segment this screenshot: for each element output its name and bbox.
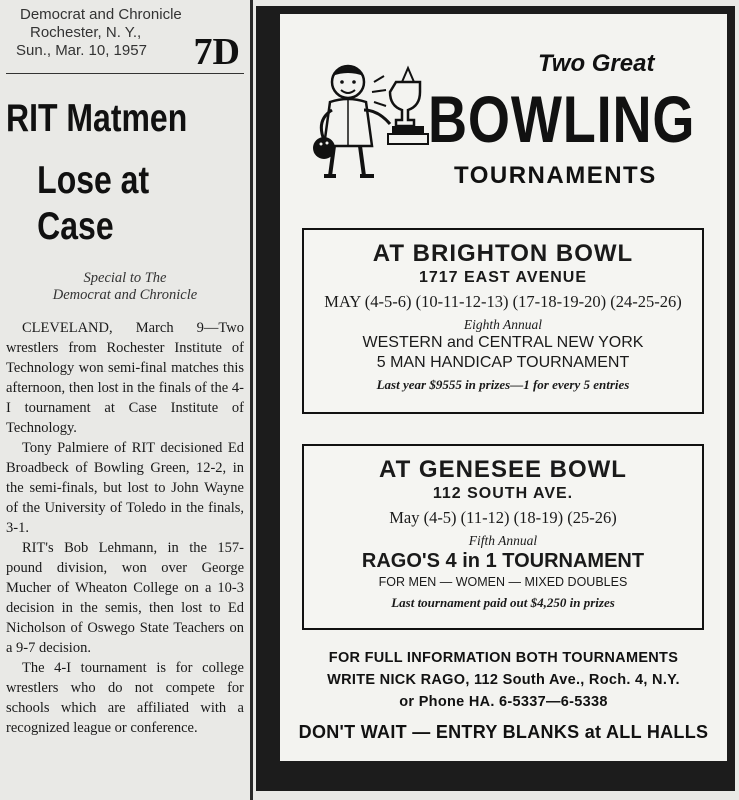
article-paragraph: RIT's Bob Lehmann, in the 157-pound division, won over George Mucher of Wheaton College on a 10-3 decision in the semis, then lost to Ed Nicholson of Oswego State Teachers on a 9-7 decision. xyxy=(6,540,244,656)
box-event-line-2: 5 MAN HANDICAP TOURNAMENT xyxy=(376,354,630,371)
genesee-bowl-box xyxy=(302,444,704,630)
box-title: AT GENESEE BOWL xyxy=(379,456,627,483)
info-line-3: or Phone HA. 6-5337—6-5338 xyxy=(399,694,608,710)
news-column xyxy=(0,0,250,800)
box-divisions: FOR MEN — WOMEN — MIXED DOUBLES xyxy=(378,575,628,589)
box-title: AT BRIGHTON BOWL xyxy=(372,240,634,267)
ad-panel xyxy=(280,14,727,761)
column-divider xyxy=(250,0,253,800)
info-line-1: FOR FULL INFORMATION BOTH TOURNAMENTS xyxy=(328,650,679,666)
box-annual: Fifth Annual xyxy=(468,533,538,548)
box-event-line-1: WESTERN and CENTRAL NEW YORK xyxy=(362,334,644,351)
box-address: 112 SOUTH AVE. xyxy=(432,485,574,502)
box-prize-note: Last tournament paid out $4,250 in prizes xyxy=(391,595,615,610)
bowling-advertisement xyxy=(256,6,735,791)
byline-line-2: Democrat and Chronicle xyxy=(52,287,198,303)
box-prize-note: Last year $9555 in prizes—1 for every 5 entries xyxy=(376,377,630,392)
headline-line-1: RIT Matmen xyxy=(6,97,188,140)
box-annual: Eighth Annual xyxy=(463,317,543,332)
box-address: 1717 EAST AVENUE xyxy=(418,269,588,286)
box-dates: May (4-5) (11-12) (18-19) (25-26) xyxy=(389,508,617,527)
article-body xyxy=(6,318,244,738)
paper-date: Sun., Mar. 10, 1957 xyxy=(16,42,147,59)
box-dates: MAY (4-5-6) (10-11-12-13) (17-18-19-20) (24-25-26) xyxy=(324,292,682,311)
call-to-action: DON'T WAIT — ENTRY BLANKS at ALL HALLS xyxy=(298,722,709,742)
info-line-2: WRITE NICK RAGO, 112 South Ave., Roch. 4, N.Y. xyxy=(327,672,680,688)
article-headline xyxy=(6,96,201,250)
headline-line-2: Lose at Case xyxy=(37,159,150,248)
byline-line-1: Special to The xyxy=(83,270,167,286)
box-event: RAGO'S 4 in 1 TOURNAMENT xyxy=(361,550,645,572)
bowler-with-trophy-icon xyxy=(304,52,430,182)
article-byline xyxy=(6,270,244,304)
article-paragraph: The 4-I tournament is for college wrestlers who do not compete for schools which are affiliated with a recognized league or conference. xyxy=(6,660,244,736)
page-number: 7D xyxy=(193,31,240,73)
masthead xyxy=(6,4,244,74)
article-paragraph: Tony Palmiere of RIT decisioned Ed Broadbeck of Bowling Green, 12-2, in the semi-finals, but lost to John Wayne of the University of Toledo in the finals, 3-1. xyxy=(6,440,244,536)
ad-heading-tail: TOURNAMENTS xyxy=(454,162,657,189)
brighton-bowl-box xyxy=(302,228,704,414)
ad-subheading: Two Great xyxy=(538,50,655,77)
ad-main-heading: BOWLING xyxy=(428,82,696,156)
paper-city: Rochester, N. Y., xyxy=(30,24,142,41)
article-paragraph: CLEVELAND, March 9—Two wrestlers from Rochester Institute of Technology won semi-final matches this afternoon, then lost in the finals of the 4-I tournament at Case Institute of Technology. xyxy=(6,320,244,436)
paper-name: Democrat and Chronicle xyxy=(20,6,182,23)
